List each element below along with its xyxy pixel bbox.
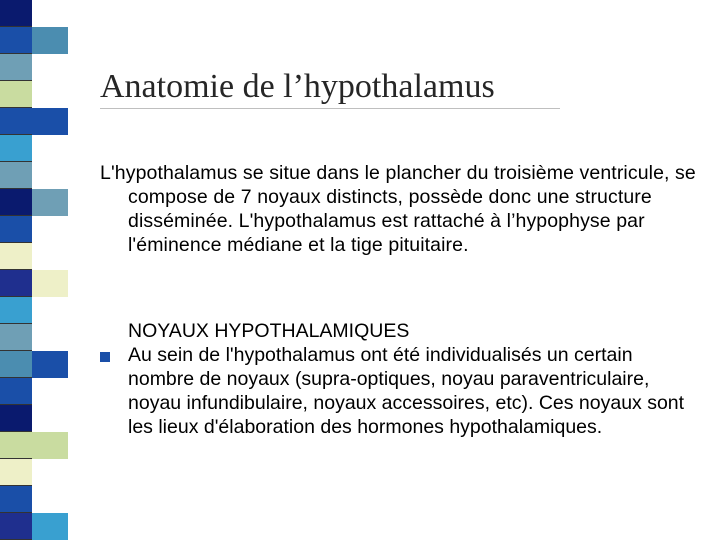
stripe-block bbox=[32, 0, 68, 27]
stripe-block bbox=[32, 513, 68, 540]
stripe-block bbox=[32, 54, 68, 81]
stripe-block bbox=[0, 216, 32, 243]
stripe-block bbox=[0, 486, 32, 513]
stripe-block bbox=[0, 432, 32, 459]
stripe-block bbox=[32, 189, 68, 216]
stripe-block bbox=[0, 81, 32, 108]
stripe-block bbox=[0, 108, 32, 135]
stripe-block bbox=[0, 270, 32, 297]
section-heading: NOYAUX HYPOTHALAMIQUES bbox=[128, 320, 410, 342]
stripe-block bbox=[0, 243, 32, 270]
stripe-block bbox=[32, 324, 68, 351]
stripe-block bbox=[32, 135, 68, 162]
stripe-block bbox=[0, 324, 32, 351]
stripe-block bbox=[32, 297, 68, 324]
stripe-block bbox=[32, 216, 68, 243]
stripe-block bbox=[0, 27, 32, 54]
stripe-block bbox=[32, 486, 68, 513]
stripe-block bbox=[32, 378, 68, 405]
stripe-block bbox=[32, 243, 68, 270]
stripe-block bbox=[0, 0, 32, 27]
slide-title: Anatomie de l’hypothalamus bbox=[100, 68, 495, 105]
stripe-block bbox=[32, 405, 68, 432]
stripe-block bbox=[0, 351, 32, 378]
bullet-text: Au sein de l'hypothalamus ont été individualisés un certain nombre de noyaux (supra-optiques, noyau paraventriculaire, noyau infundibulaire, noyaux accessoires, etc). Ces noyaux sont les lieux d'élaboration des hormones hypothalamiques. bbox=[128, 344, 685, 438]
stripe-block bbox=[0, 162, 32, 189]
stripe-block bbox=[32, 27, 68, 54]
stripe-block bbox=[0, 378, 32, 405]
stripe-block bbox=[32, 108, 68, 135]
stripe-block bbox=[32, 81, 68, 108]
stripe-block bbox=[0, 297, 32, 324]
stripe-block bbox=[0, 405, 32, 432]
stripe-block bbox=[0, 513, 32, 540]
bullet-item bbox=[100, 343, 700, 439]
stripe-block bbox=[32, 162, 68, 189]
stripe-block bbox=[32, 432, 68, 459]
stripe-block bbox=[32, 351, 68, 378]
stripe-block bbox=[0, 54, 32, 81]
title-divider bbox=[100, 108, 560, 109]
stripe-block bbox=[32, 270, 68, 297]
intro-paragraph: L'hypothalamus se situe dans le plancher du troisième ventricule, se compose de 7 noyaux distincts, possède donc une structure disséminée. L'hypothalamus est rattaché à l’hypophyse par l'éminence médiane et la tige pituitaire. bbox=[100, 162, 696, 256]
stripe-block bbox=[0, 135, 32, 162]
decorative-stripe bbox=[0, 0, 68, 540]
stripe-block bbox=[32, 459, 68, 486]
square-bullet-icon bbox=[100, 352, 110, 362]
stripe-block bbox=[0, 459, 32, 486]
stripe-block bbox=[0, 189, 32, 216]
